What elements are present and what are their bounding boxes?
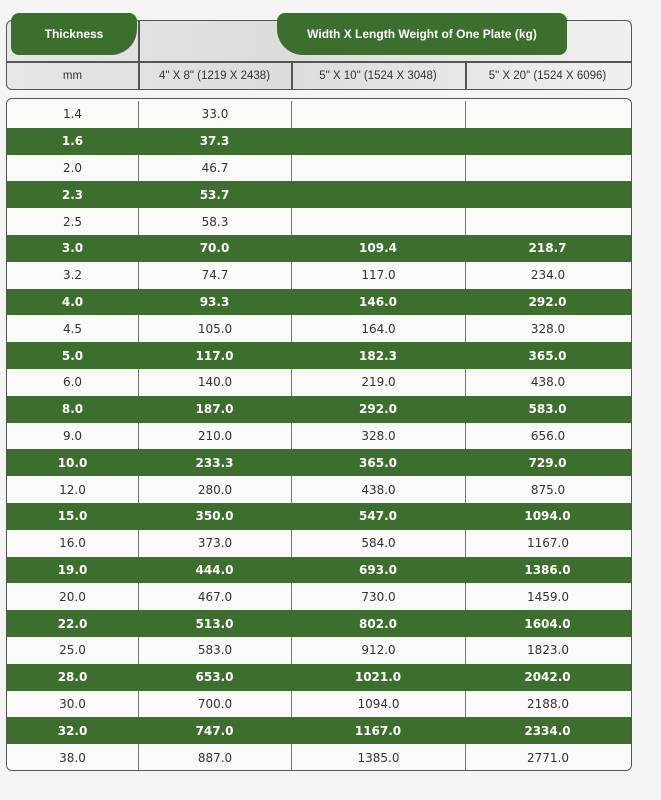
weight-cell: 2771.0 bbox=[465, 744, 630, 771]
weight-header-tab bbox=[277, 13, 567, 55]
weight-table bbox=[6, 98, 632, 771]
table-row bbox=[7, 744, 631, 771]
thickness-cell: 25.0 bbox=[59, 643, 86, 658]
weight-cell: 58.3 bbox=[138, 208, 291, 235]
thickness-cell: 38.0 bbox=[59, 750, 86, 765]
weight-cell: 33.0 bbox=[138, 101, 291, 128]
weight-cell: 46.7 bbox=[138, 155, 291, 182]
thickness-cell: 9.0 bbox=[62, 428, 83, 443]
weight-cell: 467.0 bbox=[138, 583, 291, 610]
table-row bbox=[7, 208, 631, 235]
weight-cell: 1385.0 bbox=[291, 744, 465, 771]
thickness-cell: 6.0 bbox=[62, 375, 83, 390]
weight-cell: 187.0 bbox=[195, 402, 234, 417]
weight-cell: 233.3 bbox=[195, 455, 234, 470]
weight-cell: 365.0 bbox=[359, 455, 397, 470]
table-row bbox=[7, 530, 631, 557]
weight-cell: 730.0 bbox=[291, 583, 465, 610]
weight-cell: 1167.0 bbox=[354, 723, 402, 738]
weight-cell: 802.0 bbox=[359, 616, 397, 631]
thickness-cell: 2.0 bbox=[62, 160, 83, 175]
weight-cell: 438.0 bbox=[465, 369, 630, 396]
weight-cell: 875.0 bbox=[465, 476, 630, 503]
thickness-cell: 20.0 bbox=[59, 589, 86, 604]
weight-cell: 292.0 bbox=[359, 402, 397, 417]
weight-cell: 653.0 bbox=[195, 670, 234, 685]
weight-cell bbox=[465, 128, 630, 155]
column-header-label: 4" X 8" (1219 X 2438) bbox=[158, 70, 271, 82]
weight-cell: 37.3 bbox=[199, 134, 230, 149]
table-row bbox=[7, 235, 631, 262]
weight-cell: 328.0 bbox=[465, 315, 630, 342]
weight-cell: 444.0 bbox=[195, 562, 234, 577]
weight-cell: 109.4 bbox=[359, 241, 397, 256]
weight-cell: 584.0 bbox=[291, 530, 465, 557]
thickness-header-tab bbox=[11, 13, 137, 55]
table-row bbox=[7, 476, 631, 503]
weight-cell: 93.3 bbox=[199, 294, 230, 309]
weight-cell bbox=[291, 208, 465, 235]
weight-cell bbox=[291, 128, 465, 155]
table-row bbox=[7, 155, 631, 182]
thickness-cell: 32.0 bbox=[57, 723, 88, 738]
thickness-cell: 4.0 bbox=[61, 294, 84, 309]
weight-cell: 219.0 bbox=[291, 369, 465, 396]
weight-cell bbox=[465, 181, 630, 208]
column-header-5x20 bbox=[465, 61, 630, 91]
weight-cell: 1021.0 bbox=[354, 670, 402, 685]
weight-label: Width X Length Weight of One Plate (kg) bbox=[307, 27, 537, 41]
unit-label: mm bbox=[62, 70, 83, 82]
thickness-cell: 19.0 bbox=[57, 562, 88, 577]
table-row bbox=[7, 262, 631, 289]
weight-cell: 1386.0 bbox=[524, 562, 571, 577]
thickness-cell: 8.0 bbox=[61, 402, 84, 417]
weight-cell: 105.0 bbox=[138, 315, 291, 342]
thickness-cell: 2.5 bbox=[62, 214, 83, 229]
thickness-cell: 30.0 bbox=[59, 696, 86, 711]
weight-cell: 547.0 bbox=[359, 509, 397, 524]
table-row bbox=[7, 691, 631, 718]
table-row bbox=[7, 637, 631, 664]
weight-cell: 210.0 bbox=[138, 423, 291, 450]
weight-cell bbox=[465, 208, 630, 235]
table-row bbox=[7, 128, 631, 155]
table-row bbox=[7, 717, 631, 744]
thickness-cell: 16.0 bbox=[59, 536, 86, 551]
table-row bbox=[7, 181, 631, 208]
thickness-cell: 4.5 bbox=[62, 321, 83, 336]
weight-cell: 729.0 bbox=[528, 455, 567, 470]
weight-cell: 2042.0 bbox=[524, 670, 571, 685]
weight-cell bbox=[291, 155, 465, 182]
weight-cell: 328.0 bbox=[291, 423, 465, 450]
thickness-cell: 2.3 bbox=[61, 187, 84, 202]
weight-cell: 1167.0 bbox=[465, 530, 630, 557]
table-row bbox=[7, 610, 631, 637]
weight-cell: 292.0 bbox=[528, 294, 567, 309]
thickness-cell: 15.0 bbox=[57, 509, 88, 524]
weight-cell: 117.0 bbox=[195, 348, 234, 363]
weight-cell: 656.0 bbox=[465, 423, 630, 450]
thickness-cell: 10.0 bbox=[57, 455, 88, 470]
thickness-cell: 1.6 bbox=[61, 134, 84, 149]
weight-cell: 2188.0 bbox=[465, 691, 630, 718]
weight-cell bbox=[291, 101, 465, 128]
weight-cell: 583.0 bbox=[138, 637, 291, 664]
weight-cell: 53.7 bbox=[199, 187, 230, 202]
table-row bbox=[7, 449, 631, 476]
weight-cell bbox=[465, 101, 630, 128]
table-row bbox=[7, 101, 631, 128]
weight-cell: 438.0 bbox=[291, 476, 465, 503]
unit-header bbox=[7, 61, 138, 91]
table-row bbox=[7, 557, 631, 584]
weight-cell: 373.0 bbox=[138, 530, 291, 557]
table-row bbox=[7, 583, 631, 610]
weight-cell: 70.0 bbox=[199, 241, 230, 256]
weight-cell: 280.0 bbox=[138, 476, 291, 503]
weight-cell bbox=[465, 155, 630, 182]
column-header-label: 5" X 20" (1524 X 6096) bbox=[488, 70, 607, 82]
thickness-cell: 22.0 bbox=[57, 616, 88, 631]
weight-cell: 1094.0 bbox=[291, 691, 465, 718]
weight-cell: 234.0 bbox=[465, 262, 630, 289]
weight-cell: 1094.0 bbox=[524, 509, 571, 524]
weight-cell: 350.0 bbox=[195, 509, 234, 524]
table-row bbox=[7, 289, 631, 316]
table-row bbox=[7, 369, 631, 396]
weight-cell: 1459.0 bbox=[465, 583, 630, 610]
table-row bbox=[7, 315, 631, 342]
weight-cell: 2334.0 bbox=[524, 723, 571, 738]
thickness-cell: 1.4 bbox=[62, 107, 83, 122]
weight-cell: 146.0 bbox=[359, 294, 397, 309]
weight-cell: 700.0 bbox=[138, 691, 291, 718]
weight-cell: 74.7 bbox=[138, 262, 291, 289]
column-header-label: 5" X 10" (1524 X 3048) bbox=[319, 70, 437, 82]
weight-cell: 218.7 bbox=[528, 241, 567, 256]
table-row bbox=[7, 503, 631, 530]
thickness-cell: 5.0 bbox=[61, 348, 84, 363]
weight-cell: 1604.0 bbox=[524, 616, 571, 631]
table-row bbox=[7, 423, 631, 450]
weight-cell: 117.0 bbox=[291, 262, 465, 289]
thickness-cell: 12.0 bbox=[59, 482, 86, 497]
thickness-cell: 3.2 bbox=[62, 268, 83, 283]
thickness-cell: 28.0 bbox=[57, 670, 88, 685]
weight-cell: 140.0 bbox=[138, 369, 291, 396]
weight-cell: 693.0 bbox=[359, 562, 397, 577]
weight-cell: 182.3 bbox=[359, 348, 397, 363]
weight-cell: 1823.0 bbox=[465, 637, 630, 664]
weight-cell: 365.0 bbox=[528, 348, 567, 363]
weight-cell: 164.0 bbox=[291, 315, 465, 342]
table-header bbox=[6, 20, 632, 90]
table-row bbox=[7, 664, 631, 691]
table-row bbox=[7, 396, 631, 423]
weight-cell: 747.0 bbox=[195, 723, 234, 738]
column-header-4x8 bbox=[138, 61, 291, 91]
weight-cell: 912.0 bbox=[291, 637, 465, 664]
thickness-label: Thickness bbox=[44, 27, 104, 41]
column-header-5x10 bbox=[291, 61, 465, 91]
weight-cell: 513.0 bbox=[195, 616, 234, 631]
table-row bbox=[7, 342, 631, 369]
thickness-cell: 3.0 bbox=[61, 241, 84, 256]
weight-cell: 887.0 bbox=[138, 744, 291, 771]
weight-cell: 583.0 bbox=[528, 402, 567, 417]
weight-cell bbox=[291, 181, 465, 208]
